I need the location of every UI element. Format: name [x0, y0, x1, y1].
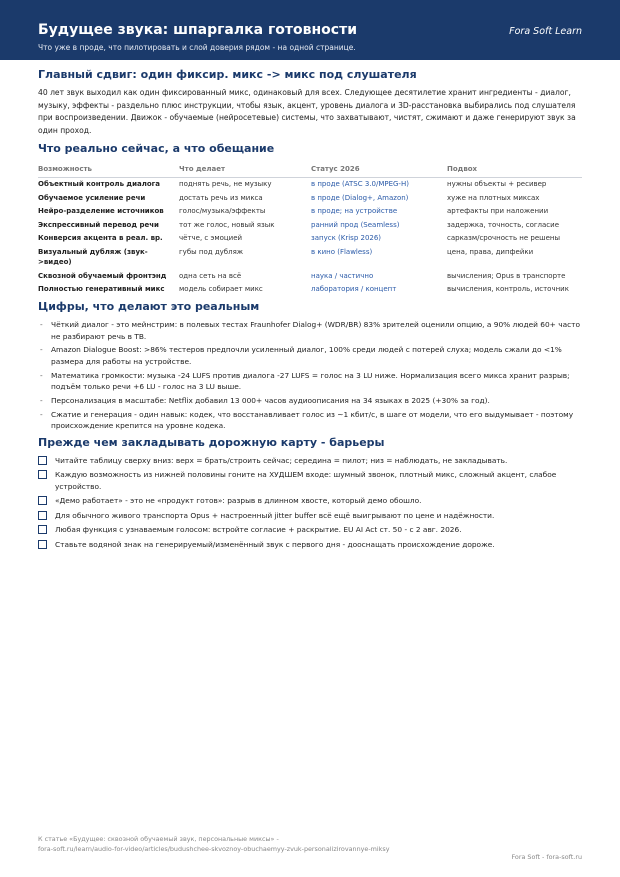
checkbox[interactable] — [38, 540, 47, 549]
list-item: - Amazon Dialogue Boost: >86% тестеров предпочли усиленный диалог, 100% среди людей с потерей слуха; модель сжали до <1% размера для работы на устройстве. — [38, 344, 582, 367]
status-cell: ранний прод (Seamless) — [311, 220, 400, 229]
footer-brand: Fora Soft - fora-soft.ru — [511, 853, 582, 861]
barriers-heading: Прежде чем закладывать дорожную карту - барьеры — [38, 435, 385, 449]
table-row — [38, 245, 582, 269]
table-row — [38, 191, 582, 205]
checklist-item-text: «Демо работает» - это не «продукт готов»: разрыв в длинном хвосте, который демо обошло. — [55, 496, 422, 506]
capabilities-table — [38, 161, 582, 296]
what-cell: одна сеть на всё — [179, 271, 242, 280]
what-cell: губы под дубляж — [179, 247, 244, 256]
barriers-checklist — [38, 455, 582, 551]
table-row — [38, 218, 582, 232]
brand-label: Fora Soft Learn — [509, 26, 582, 37]
status-cell: лаборатория / концепт — [311, 285, 397, 293]
table-row — [38, 205, 582, 219]
page-header — [0, 0, 620, 60]
trap-cell: вычисления; Opus в транспорте — [447, 271, 566, 280]
capability-cell: Конверсия акцента в реал. вр. — [38, 234, 163, 242]
trap-cell: артефакты при наложении — [447, 207, 549, 215]
status-cell: наука / частично — [311, 271, 374, 280]
footer-source-line: К статье «Будущее: сквозной обучаемый звук, персональные миксы» - — [38, 835, 279, 843]
table-row — [38, 177, 582, 191]
page-subtitle: Что уже в проде, что пилотировать и слой доверия рядом - на одной странице. — [38, 43, 356, 52]
checkbox[interactable] — [38, 456, 47, 465]
capability-cell: Нейро-разделение источников — [38, 207, 164, 215]
page-title: Будущее звука: шпаргалка готовности — [38, 22, 357, 38]
shift-paragraph: 40 лет звук выходил как один фиксированный микс, одинаковый для всех. Следующее десятилетие хранит ингредиенты - диалог, музыку, эффекты - раздельно плюс инструкции, чтобы язык, акцент, уровень диалога и 3D-расстановка выбирались под слушателя при воспроизведении. Движок - обучаемые (нейросетевые) системы, что захватывают, чистят, сжимают и даже генерируют звук за один проход. — [38, 88, 576, 135]
list-item: - Сжатие и генерация - один навык: кодек, что восстанавливает голос из ~1 кбит/с, в шаге от модели, что его выдумывает - поэтому происхождение крепится на уровне кодека. — [38, 409, 582, 432]
checklist-item — [38, 469, 582, 492]
checkbox[interactable] — [38, 470, 47, 479]
what-cell: голос/музыка/эффекты — [179, 207, 266, 215]
list-item: - Чёткий диалог - это мейнстрим: в полевых тестах Fraunhofer Dialog+ (WDR/BR) 83% зрителей оценили опцию, а 90% людей 60+ часто не разбирают речь в ТВ. — [38, 319, 582, 342]
checkbox[interactable] — [38, 496, 47, 505]
checklist-item — [38, 495, 582, 507]
checklist-item-text: Ставьте водяной знак на генерируемый/изменённый звук с первого дня - дооснащать происхождение дороже. — [55, 539, 495, 549]
checkbox[interactable] — [38, 525, 47, 534]
checklist-item — [38, 539, 582, 551]
checklist-item — [38, 524, 582, 536]
table-row — [38, 283, 582, 297]
trap-cell: задержка, точность, согласие — [447, 220, 560, 229]
trap-cell: цена, права, дипфейки — [447, 247, 534, 256]
list-item: - Математика громкости: музыка -24 LUFS против диалога -27 LUFS = голос на 3 LU ниже. Нормализация всего микса хранит разрыв; подъём только речи +6 LU - голос на 3 LU выше. — [38, 370, 582, 393]
capability-cell: Визуальный дубляж (звук->видео) — [38, 247, 148, 266]
numbers-heading: Цифры, что делают это реальным — [38, 300, 260, 313]
checklist-item — [38, 510, 582, 522]
checklist-item-text: Для обычного живого транспорта Opus + настроенный jitter buffer всё ещё выигрывают по цене и надёжности. — [55, 510, 495, 520]
column-header: Подвох — [447, 161, 582, 177]
list-item: - Персонализация в масштабе: Netflix добавил 13 000+ часов аудиоописания на 34 языках в 2025 (+30% за год). — [38, 395, 582, 407]
column-header: Статус 2026 — [311, 161, 447, 177]
table-row — [38, 232, 582, 246]
table-row — [38, 269, 582, 283]
status-cell: в проде (Dialog+, Amazon) — [311, 193, 409, 202]
trap-cell: хуже на плотных миксах — [447, 193, 540, 202]
what-cell: достать речь из микса — [179, 193, 263, 202]
table-header-row — [38, 161, 582, 177]
checkbox[interactable] — [38, 511, 47, 520]
checklist-item-text: Любая функция с узнаваемым голосом: встройте согласие + раскрытие. EU AI Act ст. 50 - с 2 авг. 2026. — [55, 525, 462, 535]
checklist-item-text: Читайте таблицу сверху вниз: верх = брать/строить сейчас; середина = пилот; низ = наблюдать, не закладывать. — [55, 455, 508, 465]
trap-cell: нужны объекты + ресивер — [447, 180, 547, 188]
now-heading: Что реально сейчас, а что обещание — [38, 142, 275, 155]
shift-heading: Главный сдвиг: один фиксир. микс -> микс под слушателя — [38, 68, 417, 81]
capability-cell: Сквозной обучаемый фронтэнд — [38, 271, 167, 280]
footer-source-url[interactable]: fora-soft.ru/learn/audio-for-video/articles/budushchee-skvoznoy-obuchaemyy-zvuk-personalizirovannye-miksy — [38, 845, 390, 853]
trap-cell: вычисления, контроль, источник — [447, 285, 569, 293]
capability-cell: Обучаемое усиление речи — [38, 193, 146, 202]
footer-source — [38, 834, 458, 854]
status-cell: в проде (ATSC 3.0/MPEG-H) — [311, 180, 409, 188]
status-cell: запуск (Krisp 2026) — [311, 234, 382, 242]
numbers-list — [38, 319, 582, 432]
what-cell: тот же голос, новый язык — [179, 220, 275, 229]
capability-cell: Объектный контроль диалога — [38, 180, 161, 188]
status-cell: в проде; на устройстве — [311, 207, 398, 215]
what-cell: модель собирает микс — [179, 285, 263, 293]
what-cell: поднять речь, не музыку — [179, 180, 272, 188]
capability-cell: Полностью генеративный микс — [38, 285, 165, 293]
checklist-item-text: Каждую возможность из нижней половины гоните на ХУДШЕМ входе: шумный звонок, плотный микс, сложный акцент, слабое устройство. — [55, 470, 557, 491]
column-header: Возможность — [38, 161, 179, 177]
what-cell: чётче, с эмоцией — [179, 234, 243, 242]
checklist-item — [38, 455, 582, 467]
main-content — [38, 68, 582, 553]
status-cell: в кино (Flawless) — [311, 247, 373, 256]
capability-cell: Экспрессивный перевод речи — [38, 220, 159, 229]
column-header: Что делает — [179, 161, 311, 177]
capabilities-table-body — [38, 177, 582, 296]
trap-cell: сарказм/срочность не решены — [447, 234, 560, 242]
